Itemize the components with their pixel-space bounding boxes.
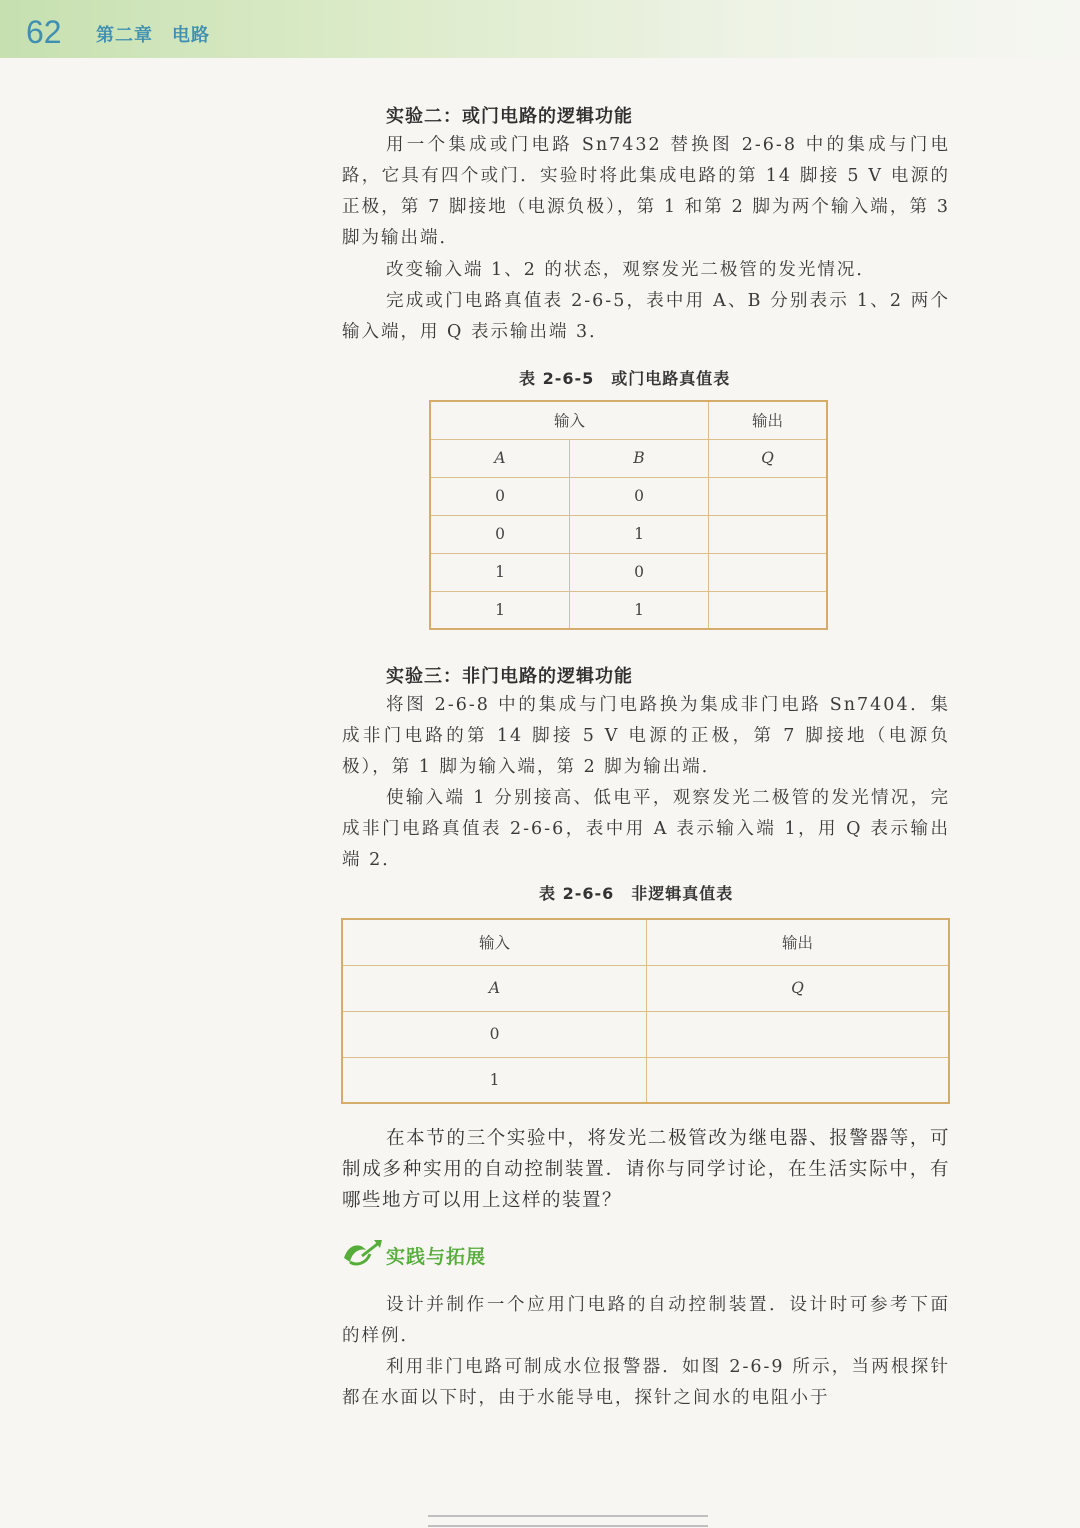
experiment2-paragraph-1: 用一个集成或门电路 Sn7432 替换图 2-6-8 中的集成与门电路，它具有四个或门．实验时将此集成电路的第 14 脚接 5 V 电源的正极，第 7 脚接地（电源负极），第 1 和第 2 脚为两个输入端，第 3 脚为输出端．	[342, 135, 950, 248]
experiment2-title: 实验二：或门电路的逻辑功能	[386, 106, 633, 127]
experiment2-paragraph-2: 改变输入端 1、2 的状态，观察发光二极管的发光情况．	[386, 260, 876, 280]
table1-cell-a: 0	[430, 515, 570, 553]
practice-paragraph-2: 利用非门电路可制成水位报警器．如图 2-6-9 所示，当两根探针都在水面以下时，由于水能导电，探针之间水的电阻小于	[342, 1357, 950, 1408]
page-number: 62	[26, 14, 62, 50]
or-truth-table	[429, 400, 828, 630]
table1-cell-b: 0	[570, 553, 709, 591]
table2-col-q: Q	[647, 965, 950, 1011]
table1-col-q: Q	[709, 439, 828, 477]
practice-paragraph-1: 设计并制作一个应用门电路的自动控制装置．设计时可参考下面的样例．	[342, 1295, 950, 1346]
table1-cell-b: 0	[570, 477, 709, 515]
table1-col-b: B	[570, 439, 709, 477]
experiment3-paragraph-2: 使输入端 1 分别接高、低电平，观察发光二极管的发光情况，完成非门电路真值表 2-6-6，表中用 A 表示输入端 1，用 Q 表示输出端 2．	[342, 788, 950, 870]
table2-output-header: 输出	[647, 919, 950, 965]
table-row	[430, 477, 827, 515]
table2-input-header: 输入	[342, 919, 647, 965]
experiment2-paragraph-3: 完成或门电路真值表 2-6-5，表中用 A、B 分别表示 1、2 两个输入端，用 Q 表示输出端 3．	[342, 291, 950, 342]
table-row	[430, 515, 827, 553]
table1-cell-q	[709, 591, 828, 629]
experiment3-paragraph-1: 将图 2-6-8 中的集成与门电路换为集成非门电路 Sn7404．集成非门电路的第 14 脚接 5 V 电源的正极，第 7 脚接地（电源负极），第 1 脚为输入端，第 2 脚为输出端．	[342, 695, 950, 777]
practice-title: 实践与拓展	[386, 1246, 487, 1268]
experiment3-title: 实验三：非门电路的逻辑功能	[386, 666, 633, 687]
table1-cell-q	[709, 515, 828, 553]
table1-cell-b: 1	[570, 591, 709, 629]
table-row	[342, 1057, 949, 1103]
table2-cell-q	[647, 1011, 950, 1057]
table2-cell-a: 0	[342, 1011, 647, 1057]
table1-input-header: 输入	[430, 401, 709, 439]
table1-cell-a: 1	[430, 591, 570, 629]
table-row	[430, 553, 827, 591]
table-row	[430, 591, 827, 629]
table-row	[342, 1011, 949, 1057]
table1-cell-q	[709, 553, 828, 591]
table2-cell-a: 1	[342, 1057, 647, 1103]
page-bottom-bar	[428, 1515, 708, 1527]
page-header	[0, 0, 1080, 58]
table2-col-a: A	[342, 965, 647, 1011]
table1-cell-b: 1	[570, 515, 709, 553]
leaf-arrow-icon	[340, 1236, 386, 1270]
table1-caption: 表 2-6-5 或门电路真值表	[519, 369, 731, 388]
table1-cell-a: 1	[430, 553, 570, 591]
table1-output-header: 输出	[709, 401, 828, 439]
table1-cell-a: 0	[430, 477, 570, 515]
table1-col-a: A	[430, 439, 570, 477]
chapter-title: 第二章 电路	[96, 25, 210, 46]
table2-cell-q	[647, 1057, 950, 1103]
not-truth-table	[341, 918, 950, 1104]
table1-cell-q	[709, 477, 828, 515]
table2-caption: 表 2-6-6 非逻辑真值表	[539, 884, 734, 903]
discussion-paragraph: 在本节的三个实验中，将发光二极管改为继电器、报警器等，可制成多种实用的自动控制装置．请你与同学讨论，在生活实际中，有哪些地方可以用上这样的装置？	[342, 1128, 950, 1211]
